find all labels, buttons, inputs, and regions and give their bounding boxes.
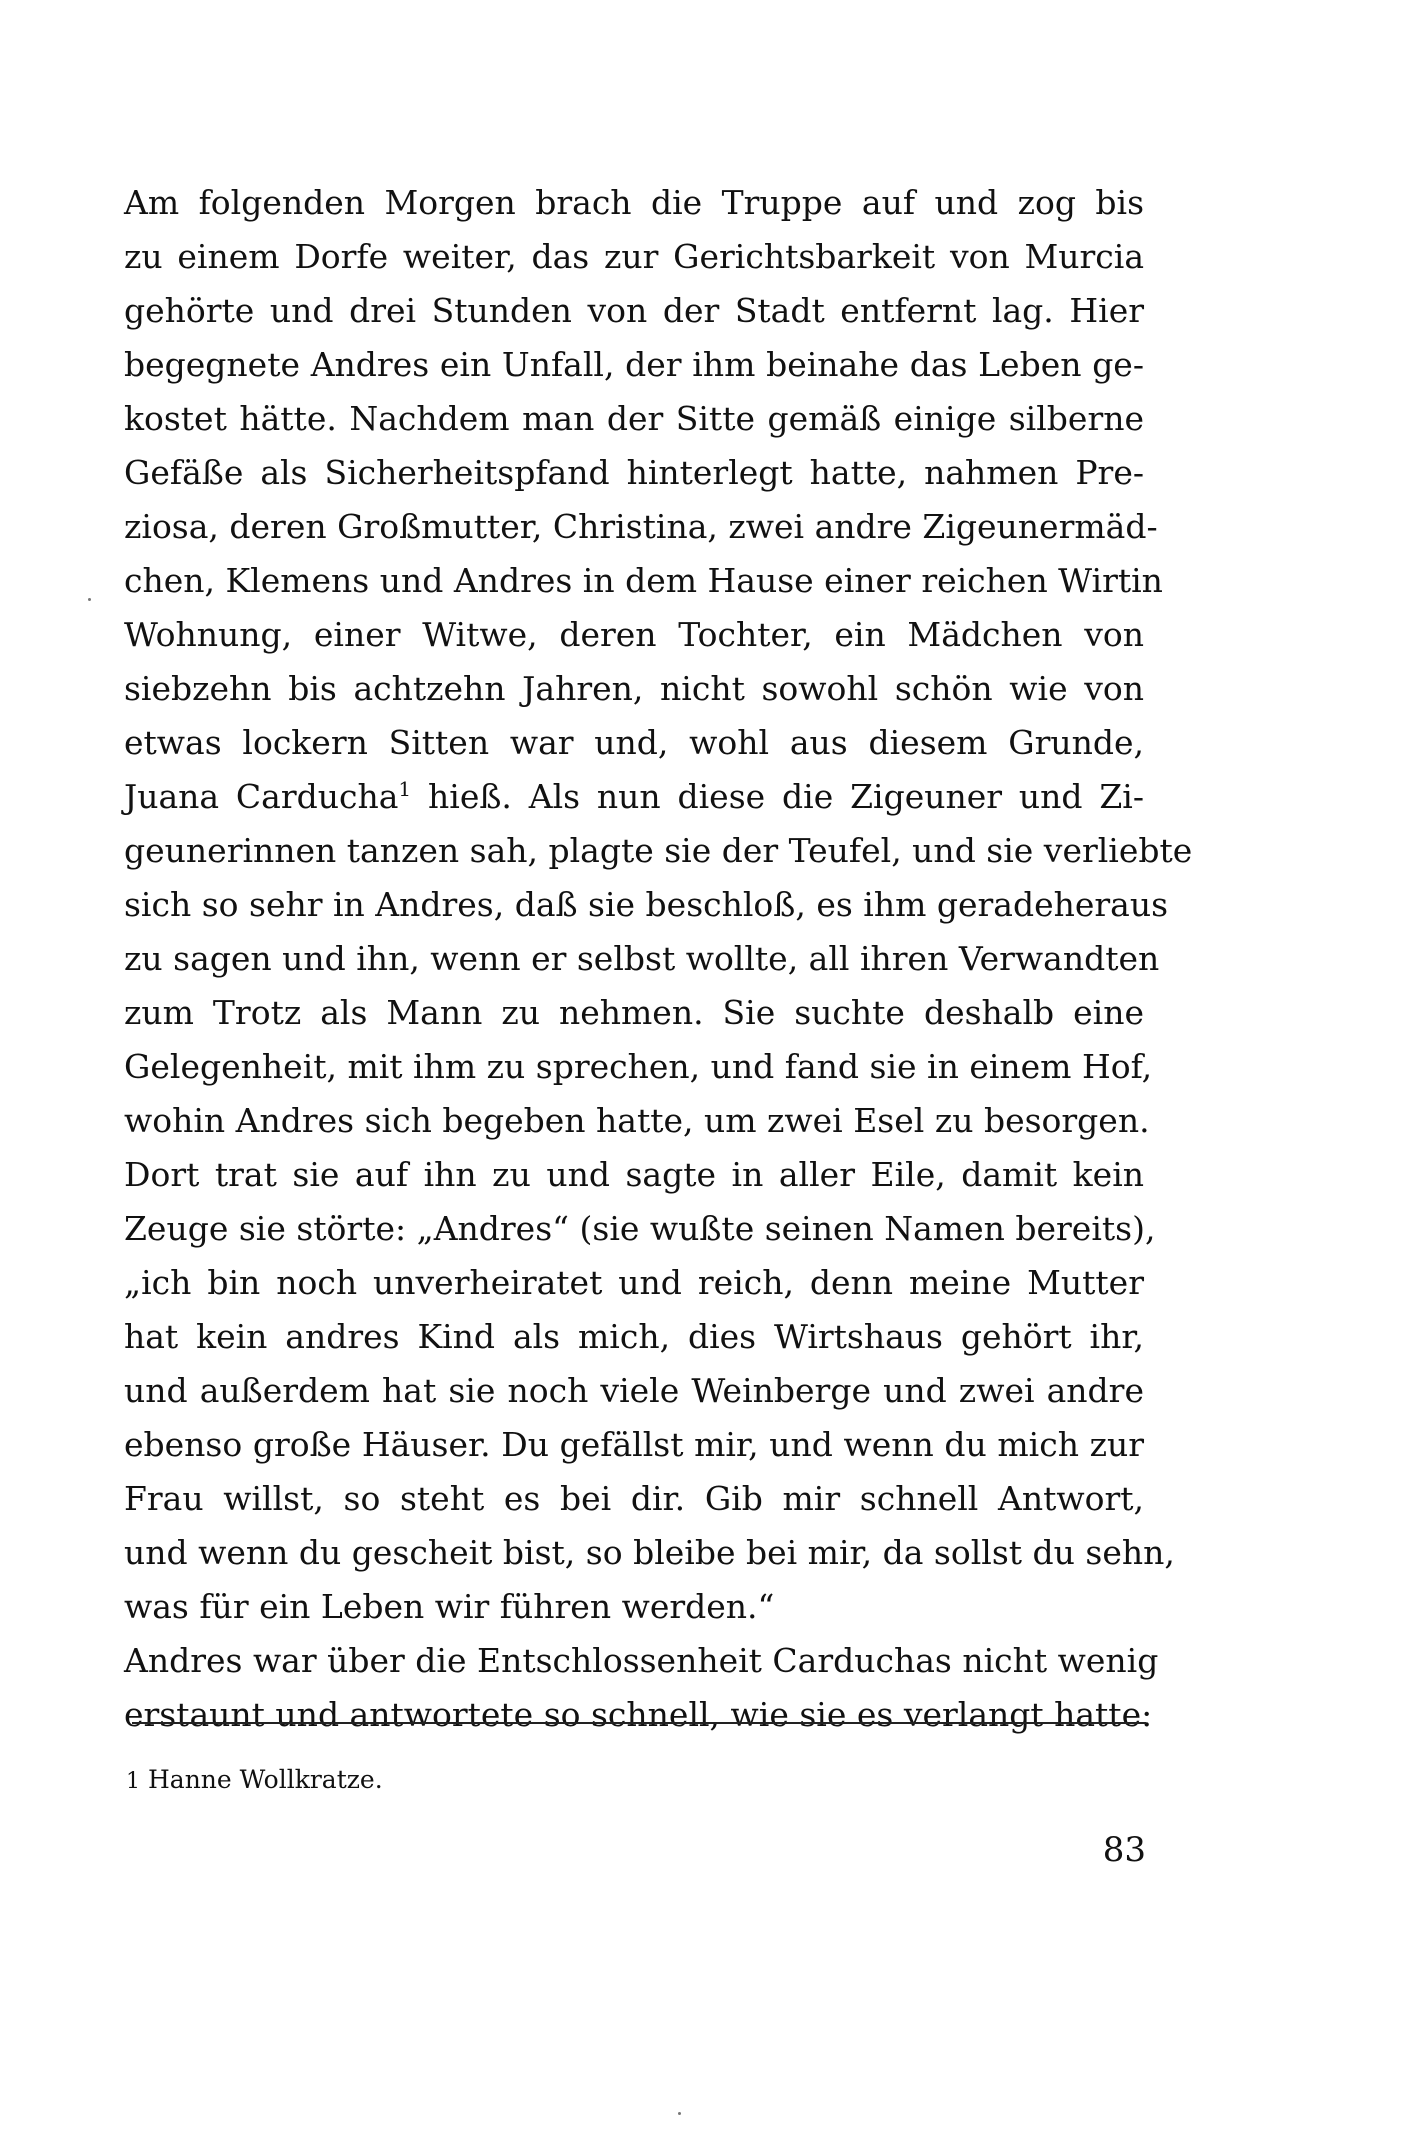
text-segment: Juana Carducha	[124, 777, 399, 816]
text-line: siebzehn bis achtzehn Jahren, nicht sowohl schön wie von	[124, 669, 1144, 708]
text-line: ebenso große Häuser. Du gefällst mir, und wenn du mich zur	[124, 1425, 1144, 1464]
page-number: 83	[1102, 1830, 1146, 1870]
text-line: wohin Andres sich begeben hatte, um zwei Esel zu besorgen.	[124, 1101, 1150, 1140]
text-line: gehörte und drei Stunden von der Stadt entfernt lag. Hier	[124, 291, 1144, 330]
paper-speck	[88, 598, 91, 601]
text-line: zu sagen und ihn, wenn er selbst wollte, all ihren Verwandten	[124, 939, 1160, 978]
footnote-divider	[132, 1722, 1146, 1724]
footnote-text: Hanne Wollkratze.	[148, 1765, 383, 1794]
text-line: Am folgenden Morgen brach die Truppe auf und zog bis	[124, 183, 1144, 222]
body-text	[124, 176, 1193, 1742]
text-line: Zeuge sie störte: „Andres“ (sie wußte seinen Namen bereits),	[124, 1209, 1156, 1248]
text-line: geunerinnen tanzen sah, plagte sie der Teufel, und sie verliebte	[124, 831, 1193, 870]
footnote	[126, 1762, 383, 1800]
text-line: begegnete Andres ein Unfall, der ihm beinahe das Leben ge-	[124, 345, 1144, 384]
text-line: zum Trotz als Mann zu nehmen. Sie suchte deshalb eine	[124, 993, 1144, 1032]
text-segment: hieß. Als nun diese die Zigeuner und Zi-	[428, 777, 1144, 816]
text-line: etwas lockern Sitten war und, wohl aus diesem Grunde,	[124, 723, 1144, 762]
text-line: Wohnung, einer Witwe, deren Tochter, ein Mädchen von	[124, 615, 1144, 654]
text-line: und außerdem hat sie noch viele Weinberge und zwei andre	[124, 1371, 1144, 1410]
text-line: Gefäße als Sicherheitspfand hinterlegt hatte, nahmen Pre-	[124, 453, 1144, 492]
text-line: chen, Klemens und Andres in dem Hause einer reichen Wirtin	[124, 561, 1163, 600]
text-line: kostet hätte. Nachdem man der Sitte gemäß einige silberne	[124, 399, 1144, 438]
text-line: zu einem Dorfe weiter, das zur Gerichtsbarkeit von Murcia	[124, 237, 1144, 276]
text-line: sich so sehr in Andres, daß sie beschloß, es ihm geradeheraus	[124, 885, 1169, 924]
text-line: erstaunt und antwortete so schnell, wie sie es verlangt hatte:	[124, 1695, 1153, 1734]
text-line-with-note	[124, 770, 1144, 824]
text-line: Frau willst, so steht es bei dir. Gib mir schnell Antwort,	[124, 1479, 1144, 1518]
text-line: hat kein andres Kind als mich, dies Wirtshaus gehört ihr,	[124, 1317, 1144, 1356]
text-line: „ich bin noch unverheiratet und reich, denn meine Mutter	[124, 1263, 1144, 1302]
text-line: Andres war über die Entschlossenheit Carduchas nicht wenig	[124, 1641, 1159, 1680]
text-line: Dort trat sie auf ihn zu und sagte in aller Eile, damit kein	[124, 1155, 1144, 1194]
paper-speck	[678, 2112, 681, 2115]
footnote-mark: 1	[126, 1769, 140, 1794]
text-line-paragraph-end: was für ein Leben wir führen werden.“	[124, 1587, 775, 1626]
text-line: Gelegenheit, mit ihm zu sprechen, und fand sie in einem Hof,	[124, 1047, 1153, 1086]
footnote-reference: 1	[398, 777, 412, 801]
text-line: und wenn du gescheit bist, so bleibe bei mir, da sollst du sehn,	[124, 1533, 1175, 1572]
text-line: ziosa, deren Großmutter, Christina, zwei andre Zigeunermäd-	[124, 507, 1158, 546]
